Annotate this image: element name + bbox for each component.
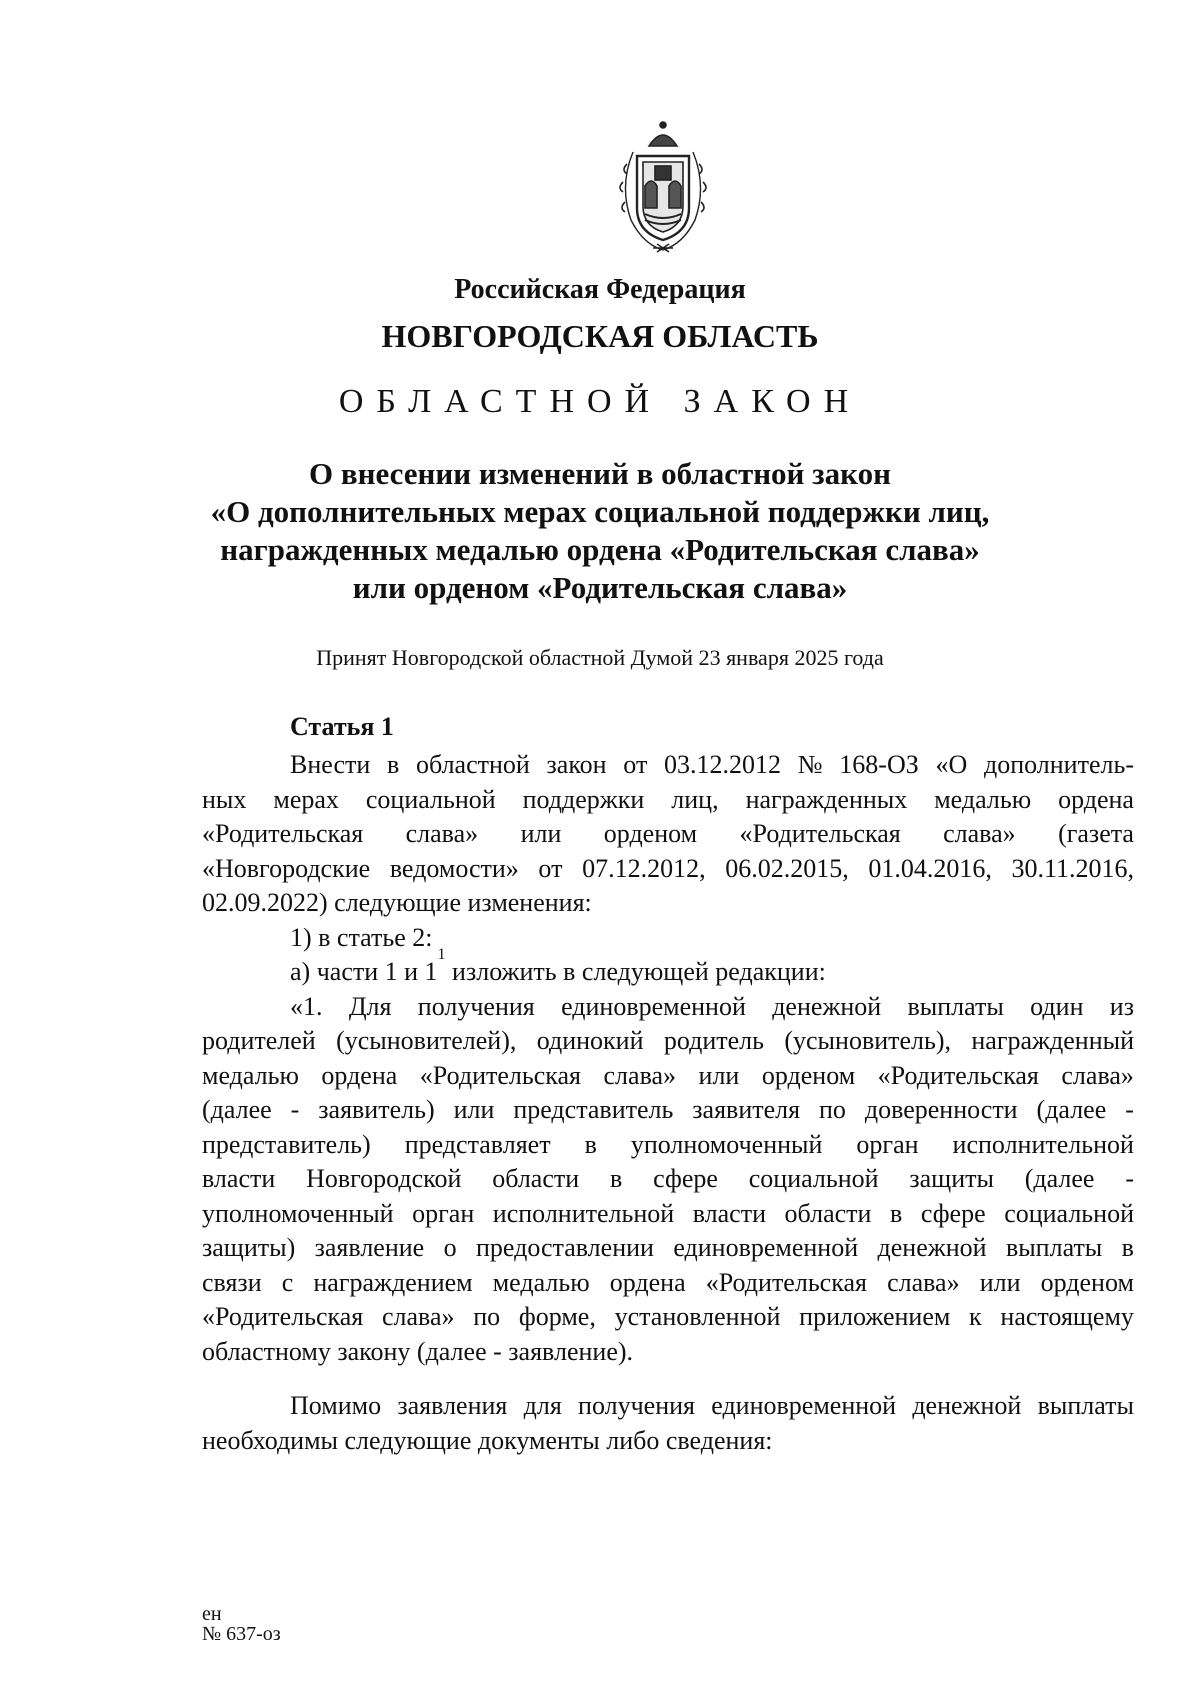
article-word: форме, (518, 1302, 596, 1331)
article-word: социальной (1004, 1198, 1134, 1228)
footer-number: № 637-оз (202, 1623, 281, 1645)
article-word: № (797, 750, 823, 779)
article-word: в (386, 750, 400, 779)
article-word: 03.12.2012 (664, 750, 782, 779)
adoption-note: Принят Новгородской областной Думой 23 января 2025 года (316, 645, 884, 670)
article-word: по (473, 1302, 501, 1331)
country-name: Российская Федерация (454, 274, 746, 305)
article-word: денежной (772, 991, 882, 1021)
article-word: дополнитель- (983, 750, 1134, 779)
article-word: «О (935, 750, 968, 779)
article-word: предоставлении (476, 1233, 654, 1262)
article-word: заявления (397, 1391, 508, 1420)
article-word: защиты) (202, 1233, 296, 1262)
article-line: необходимы следующие документы либо сведения: (202, 1425, 773, 1455)
article-word: установленной (614, 1302, 781, 1331)
article-line (202, 1093, 1134, 1128)
article-line (202, 1266, 1134, 1301)
article-word: приложением (799, 1302, 951, 1331)
article-word: получения (417, 991, 535, 1021)
article-word: в (584, 1129, 597, 1159)
article-word: орган (856, 1129, 919, 1159)
article-word: или (979, 1267, 1021, 1297)
article-word: из (1109, 991, 1134, 1021)
article-word: награждением (313, 1267, 473, 1297)
article-word: (газета (1058, 819, 1134, 848)
article-word: поддержки (522, 784, 645, 814)
law-title-line: награжденных медалью ордена «Родительская слава» (220, 532, 980, 567)
article-word: ордена (609, 1267, 686, 1297)
article-word: ордена (321, 1060, 398, 1090)
article-word: медалью (934, 784, 1032, 814)
article-word: 30.11.2016, (1011, 853, 1134, 883)
article-line: 1) в статье 2: (290, 922, 433, 952)
article-line (202, 946, 1134, 990)
article-word: «Новгородские (202, 853, 371, 883)
article-word: родитель (663, 1026, 764, 1055)
article-word: «Родительская (739, 819, 901, 848)
article-word: слава» (603, 1060, 677, 1090)
article-word: или (453, 1095, 495, 1124)
article-word: в (890, 1198, 903, 1228)
paragraph-gap (202, 1369, 1134, 1389)
law-title (0, 455, 1200, 607)
article-word: представитель) (202, 1129, 371, 1159)
footer-initials: ен (202, 1603, 222, 1625)
article-word: ордена (1058, 784, 1134, 814)
article-word: 01.04.2016, (868, 853, 992, 883)
document-type: ОБЛАСТНОЙ ЗАКОН (338, 383, 862, 420)
article-word: 168-ОЗ (839, 750, 919, 779)
article-word: награжденный (971, 1026, 1134, 1055)
article-word: заявление (314, 1233, 425, 1262)
article-word: сфере (653, 1164, 718, 1193)
article-word: Новгородской (306, 1164, 462, 1193)
article-word: закон (546, 750, 607, 779)
article-word: единовременной (673, 1233, 859, 1262)
article-word: - (290, 1095, 300, 1124)
article-word: уполномоченный (630, 1129, 823, 1159)
article-word: «Родительская (202, 1302, 364, 1331)
article-line (202, 1128, 1134, 1163)
article-word: медалью (492, 1267, 590, 1297)
article-line (202, 1300, 1134, 1335)
article-word: слава» (405, 819, 479, 848)
article-word: для (523, 1391, 562, 1420)
article-word: Помимо (290, 1391, 382, 1420)
article-word: медалью (202, 1060, 299, 1090)
article-word: «Родительская (877, 1060, 1039, 1090)
article-word: области (492, 1164, 580, 1193)
article-line (202, 783, 1134, 818)
article-word: «Родительская (705, 1267, 867, 1297)
article-line (202, 1389, 1134, 1424)
article-word: (далее (1036, 1095, 1107, 1124)
article-word: области (784, 1198, 872, 1228)
article-word: социальной (748, 1164, 879, 1193)
article-word: один (1030, 991, 1084, 1021)
article-word: (усыновителей), (336, 1026, 517, 1055)
novgorod-coat-of-arms-icon (613, 116, 713, 256)
article-word: от (623, 750, 648, 779)
law-title-line: О внесении изменений в областной закон (309, 456, 891, 491)
article-word: социальной (365, 784, 496, 814)
article-text: а) части 1 и 1 (290, 957, 438, 986)
superscript-index: 1 (437, 946, 446, 963)
article-word: единовременной (711, 1391, 897, 1420)
article-word: власти (692, 1198, 766, 1228)
article-word: исполнительной (492, 1198, 675, 1228)
article-word: (далее (202, 1095, 272, 1124)
article-word: - (1125, 1164, 1134, 1193)
article-word: 06.02.2015, (725, 853, 849, 883)
article-word: денежной (912, 1391, 1022, 1420)
article-word: единовременной (561, 991, 746, 1021)
article-word: сфере (920, 1198, 986, 1228)
article-word: защиты (909, 1164, 994, 1193)
article-word: уполномоченный (202, 1198, 394, 1228)
article-word: в (1121, 1233, 1134, 1262)
article-word: мерах (273, 784, 339, 814)
article-word: выплаты (907, 991, 1004, 1021)
article-line: 02.09.2022) следующие изменения: (202, 888, 592, 917)
article-word: областной (415, 750, 530, 779)
article-word: власти (202, 1164, 276, 1193)
article-word: орденом (603, 819, 698, 848)
region-name: НОВГОРОДСКАЯ ОБЛАСТЬ (381, 318, 819, 354)
article-word: или (698, 1060, 740, 1090)
article-word: «Родительская (202, 819, 364, 848)
article-word: слава» (1061, 1060, 1134, 1090)
article-line (202, 1197, 1134, 1232)
article-word: слава» (381, 1302, 455, 1331)
article-word: денежной (877, 1233, 987, 1262)
article-word: ведомости» (389, 853, 519, 883)
article-line (202, 1059, 1134, 1094)
article-word: лиц, (671, 784, 719, 814)
article-word: «1. (290, 991, 323, 1021)
article-word: о (443, 1233, 457, 1262)
article-line (202, 817, 1134, 852)
article-word: Для (348, 991, 392, 1021)
article-text: изложить в следующей редакции: (445, 957, 826, 986)
article-word: слава» (943, 819, 1016, 848)
article-word: представляет (404, 1129, 551, 1159)
article-word: заявителя (692, 1095, 801, 1124)
article-word: награжденных (745, 784, 908, 814)
article-word: настоящему (1000, 1302, 1134, 1331)
article-word: «Родительская (419, 1060, 582, 1090)
article-line (202, 748, 1134, 783)
article-word: с (281, 1267, 294, 1297)
article-word: орденом (1040, 1267, 1134, 1297)
article-word: по (819, 1095, 846, 1124)
article-word: или (520, 819, 562, 848)
article-word: одинокий (536, 1026, 644, 1055)
article-word: от (538, 853, 563, 883)
article-body (202, 748, 1134, 1458)
article-word: выплаты (1005, 1233, 1103, 1262)
article-word: представитель (513, 1095, 674, 1124)
article-word: связи (202, 1267, 262, 1297)
document-footer (202, 1604, 281, 1644)
article-word: 07.12.2012, (582, 853, 706, 883)
article-word: к (969, 1302, 982, 1331)
article-word: исполнительной (952, 1129, 1134, 1159)
article-word: в (610, 1164, 623, 1193)
article-word: - (1125, 1095, 1134, 1124)
article-word: орган (412, 1198, 475, 1228)
article-heading: Статья 1 (290, 712, 394, 741)
article-line (202, 1024, 1134, 1059)
article-line (202, 990, 1134, 1025)
article-word: ных (202, 784, 247, 814)
article-word: орденом (761, 1060, 856, 1090)
article-word: слава» (887, 1267, 960, 1297)
article-line (202, 1231, 1134, 1266)
article-line (202, 852, 1134, 887)
article-word: доверенности (864, 1095, 1018, 1124)
article-word: заявитель) (318, 1095, 435, 1124)
article-word: выплаты (1037, 1391, 1134, 1420)
article-word: Внести (290, 750, 371, 779)
article-word: (далее (1024, 1164, 1095, 1193)
article-line: областному закону (далее - заявление). (202, 1336, 634, 1366)
article-word: (усыновитель), (784, 1026, 952, 1055)
article-word: родителей (202, 1026, 316, 1055)
law-title-line: «О дополнительных мерах социальной поддержки лиц, (210, 494, 990, 529)
article-line (202, 1162, 1134, 1197)
article-word: получения (578, 1391, 695, 1420)
law-title-line: или орденом «Родительская слава» (352, 570, 848, 605)
